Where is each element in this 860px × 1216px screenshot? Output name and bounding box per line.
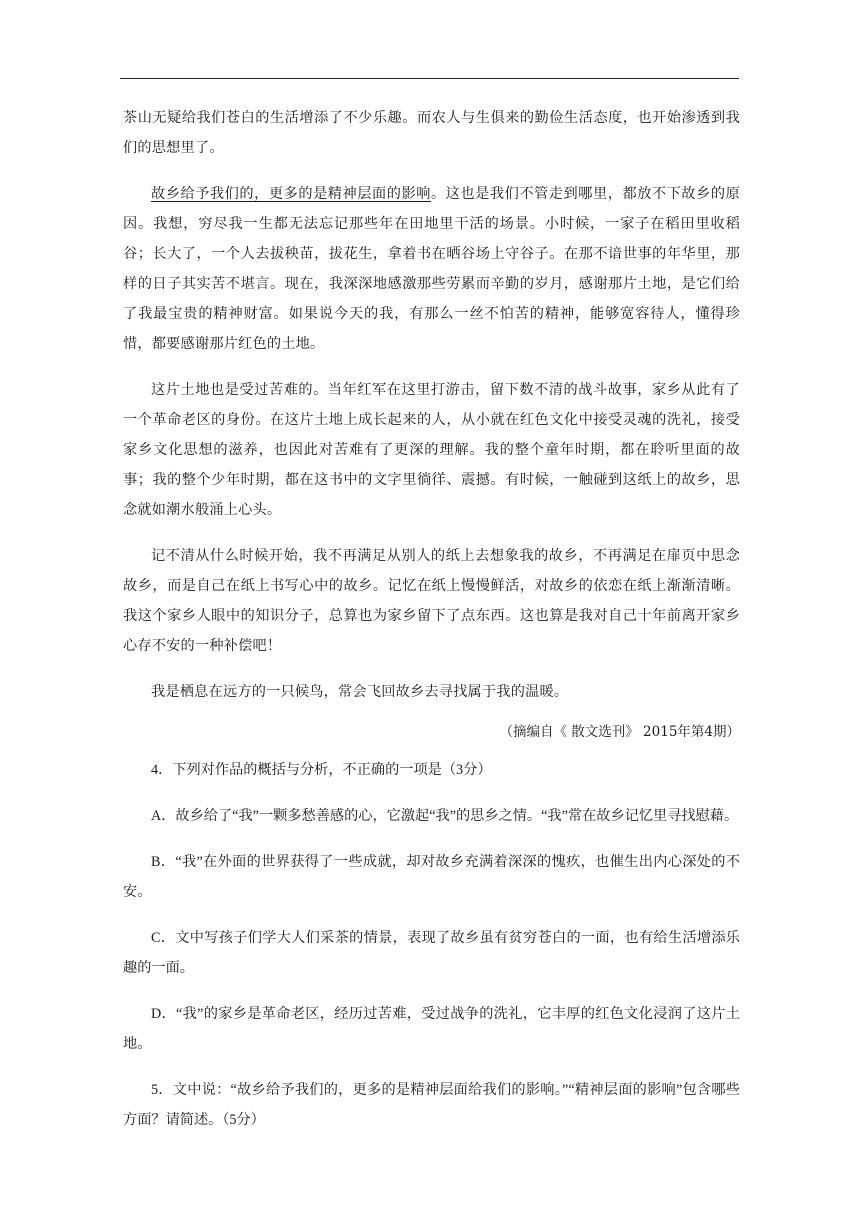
paragraph-spiritual-influence <box>123 179 740 359</box>
question-5-stem: 5．文中说：“故乡给予我们的，更多的是精神层面给我们的影响。”“精神层面的影响”包含哪些方面？请简述。（5分） <box>123 1082 740 1128</box>
paragraph-tea-hill: 茶山无疑给我们苍白的生活增添了不少乐趣。而农人与生俱来的勤俭生活态度，也开始渗透到我们的思想里了。 <box>123 110 740 156</box>
paragraph-spiritual-influence-text: 。这也是我们不管走到哪里，都放不下故乡的原因。我想，穷尽我一生都无法忘记那些年在田地里干活的场景。小时候，一家子在稻田里收稻谷；长大了，一个人去拔秧苗，拔花生，拿着书在晒谷场上守谷子。在那不谙世事的年华里，那样的日子其实苦不堪言。现在，我深深地感激那些劳累而辛勤的岁月，感谢那片土地，是它们给了我最宝贵的精神财富。如果说今天的我，有那么一丝不怕苦的精神，能够宽容待人，懂得珍惜，都要感谢那片红色的土地。 <box>123 186 740 352</box>
article-body <box>123 103 740 1151</box>
question-4-stem: 4．下列对作品的概括与分析，不正确的一项是（3分） <box>151 762 492 778</box>
source-citation: （摘编自《 散文选刊》 2015年第4期） <box>499 724 740 740</box>
question-4-option-a: A．故乡给了“我”一颗多愁善感的心，它激起“我”的思乡之情。“我”常在故乡记忆里寻找慰藉。 <box>151 808 739 824</box>
question-4-option-c: C．文中写孩子们学大人们采茶的情景，表现了故乡虽有贫穷苍白的一面，也有给生活增添乐趣的一面。 <box>123 930 740 976</box>
paragraph-writing-hometown: 记不清从什么时候开始，我不再满足从别人的纸上去想象我的故乡，不再满足在扉页中思念故乡，而是自己在纸上书写心中的故乡。记忆在纸上慢慢鲜活，对故乡的依恋在纸上渐渐清晰。我这个家乡人眼中的知识分子，总算也为家乡留下了点东西。这也算是我对自己十年前离开家乡心存不安的一种补偿吧！ <box>123 548 740 654</box>
paragraph-migrant-bird: 我是栖息在远方的一只候鸟，常会飞回故乡去寻找属于我的温暖。 <box>151 684 569 700</box>
header-rule <box>120 78 739 79</box>
question-4-option-d: D．“我”的家乡是革命老区，经历过苦难，受过战争的洗礼，它丰厚的红色文化浸润了这片土地。 <box>123 1006 740 1052</box>
underlined-key-sentence: 故乡给予我们的，更多的是精神层面的影响 <box>151 186 431 202</box>
question-4-option-b: B．“我”在外面的世界获得了一些成就，却对故乡充满着深深的愧疚，也催生出内心深处的不安。 <box>123 854 740 900</box>
paragraph-red-land: 这片土地也是受过苦难的。当年红军在这里打游击，留下数不清的战斗故事，家乡从此有了一个革命老区的身份。在这片土地上成长起来的人，从小就在红色文化中接受灵魂的洗礼，接受家乡文化思想的滋养，也因此对苦难有了更深的理解。我的整个童年时期，都在聆听里面的故事；我的整个少年时期，都在这书中的文字里徜徉、震撼。有时候，一触碰到这纸上的故乡，思念就如潮水般涌上心头。 <box>123 382 740 518</box>
